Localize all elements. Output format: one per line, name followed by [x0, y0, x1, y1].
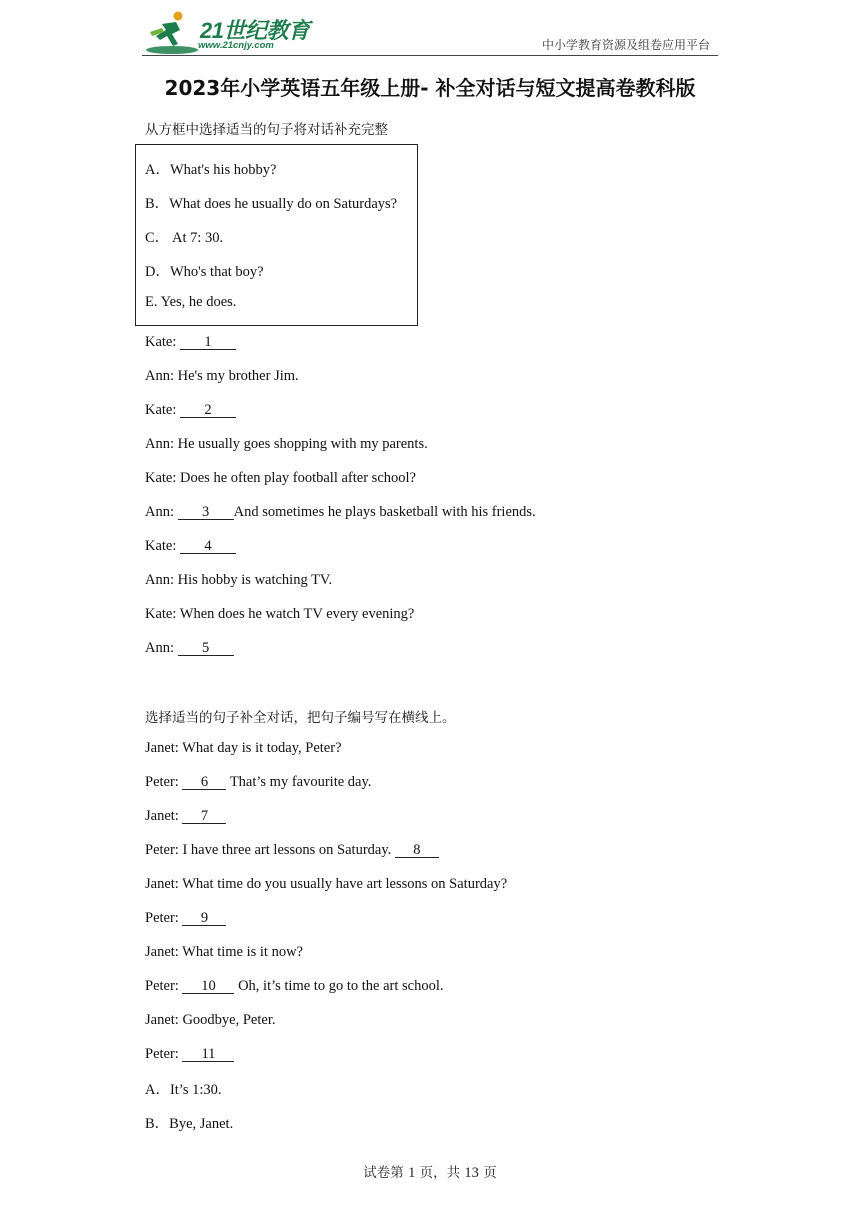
answer-blank[interactable]: 2	[180, 403, 236, 418]
page-header	[138, 8, 718, 56]
option-c: C． At 7: 30.	[145, 230, 224, 246]
document-title: 2023年小学英语五年级上册- 补全对话与短文提高卷教科版	[164, 76, 696, 100]
option-e: E. Yes, he does.	[145, 294, 237, 310]
option-b: B．Bye, Janet.	[145, 1116, 234, 1132]
dialogue-line: Ann: He's my brother Jim.	[145, 368, 299, 384]
dialogue-text: That’s my favourite day.	[226, 774, 372, 790]
dialogue-text: Kate:	[145, 538, 181, 554]
dialogue-text: Kate:	[145, 334, 181, 350]
dialogue-text: Peter: I have three art lessons on Saturday.	[145, 842, 395, 858]
option-a: A．It’s 1:30.	[145, 1082, 222, 1098]
answer-blank[interactable]: 5	[178, 641, 234, 656]
page-number: 1	[408, 1165, 416, 1181]
dialogue-text: Peter:	[145, 978, 183, 994]
answer-blank[interactable]: 4	[180, 539, 236, 554]
answer-blank[interactable]: 6	[182, 775, 226, 790]
dialogue-line: Janet: What day is it today, Peter?	[145, 740, 342, 756]
runner-logo-icon	[142, 10, 198, 56]
dialogue-line	[145, 978, 443, 995]
dialogue-text: Janet:	[145, 808, 183, 824]
dialogue-text: Ann:	[145, 504, 178, 520]
dialogue-text: Oh, it’s time to go to the art school.	[234, 978, 444, 994]
dialogue-text: Peter:	[145, 910, 183, 926]
page-total: 13	[464, 1165, 479, 1181]
dialogue-line: Janet: What time do you usually have art lessons on Saturday?	[145, 876, 508, 892]
logo-url: www.21cnjy.com	[198, 40, 274, 51]
page-footer	[0, 1161, 860, 1182]
dialogue-line: Kate: When does he watch TV every evening?	[145, 606, 415, 622]
dialogue-text: Peter:	[145, 774, 183, 790]
option-b: B．What does he usually do on Saturdays?	[145, 196, 398, 212]
option-a: A．What's his hobby?	[145, 162, 277, 178]
dialogue-text: And sometimes he plays basketball with his friends.	[233, 504, 536, 520]
dialogue-line: Janet: What time is it now?	[145, 944, 303, 960]
dialogue-line	[145, 808, 226, 825]
dialogue-line	[145, 334, 236, 351]
dialogue-line	[145, 910, 226, 927]
logo	[142, 8, 322, 56]
answer-blank[interactable]: 3	[178, 505, 234, 520]
dialogue-line: Janet: Goodbye, Peter.	[145, 1012, 276, 1028]
answer-blank[interactable]: 8	[395, 843, 439, 858]
section1-instruction: 从方框中选择适当的句子将对话补充完整	[145, 122, 388, 138]
answer-blank[interactable]: 11	[182, 1047, 234, 1062]
option-d: D．Who's that boy?	[145, 264, 264, 280]
dialogue-line: Ann: His hobby is watching TV.	[145, 572, 333, 588]
footer-suffix: 页	[483, 1165, 497, 1181]
dialogue-text: Ann:	[145, 640, 178, 656]
answer-blank[interactable]: 10	[182, 979, 234, 994]
logo-text: 21世纪教育	[200, 18, 310, 43]
footer-prefix: 试卷第	[363, 1165, 404, 1181]
dialogue-line	[145, 774, 371, 791]
answer-blank[interactable]: 9	[182, 911, 226, 926]
dialogue-text: Peter:	[145, 1046, 183, 1062]
dialogue-line: Ann: He usually goes shopping with my parents.	[145, 436, 428, 452]
dialogue-line	[145, 402, 236, 419]
dialogue-line	[145, 842, 439, 859]
dialogue-line	[145, 640, 234, 657]
header-tagline: 中小学教育资源及组卷应用平台	[541, 38, 710, 52]
dialogue-line: Kate: Does he often play football after school?	[145, 470, 416, 486]
dialogue-line	[145, 504, 536, 521]
footer-mid: 页，共	[419, 1165, 461, 1181]
answer-blank[interactable]: 7	[182, 809, 226, 824]
dialogue-line	[145, 1046, 234, 1063]
dialogue-line	[145, 538, 236, 555]
header-divider	[142, 55, 718, 56]
answer-blank[interactable]: 1	[180, 335, 236, 350]
dialogue-text: Kate:	[145, 402, 181, 418]
section2-instruction: 选择适当的句子补全对话，把句子编号写在横线上。	[145, 710, 456, 726]
